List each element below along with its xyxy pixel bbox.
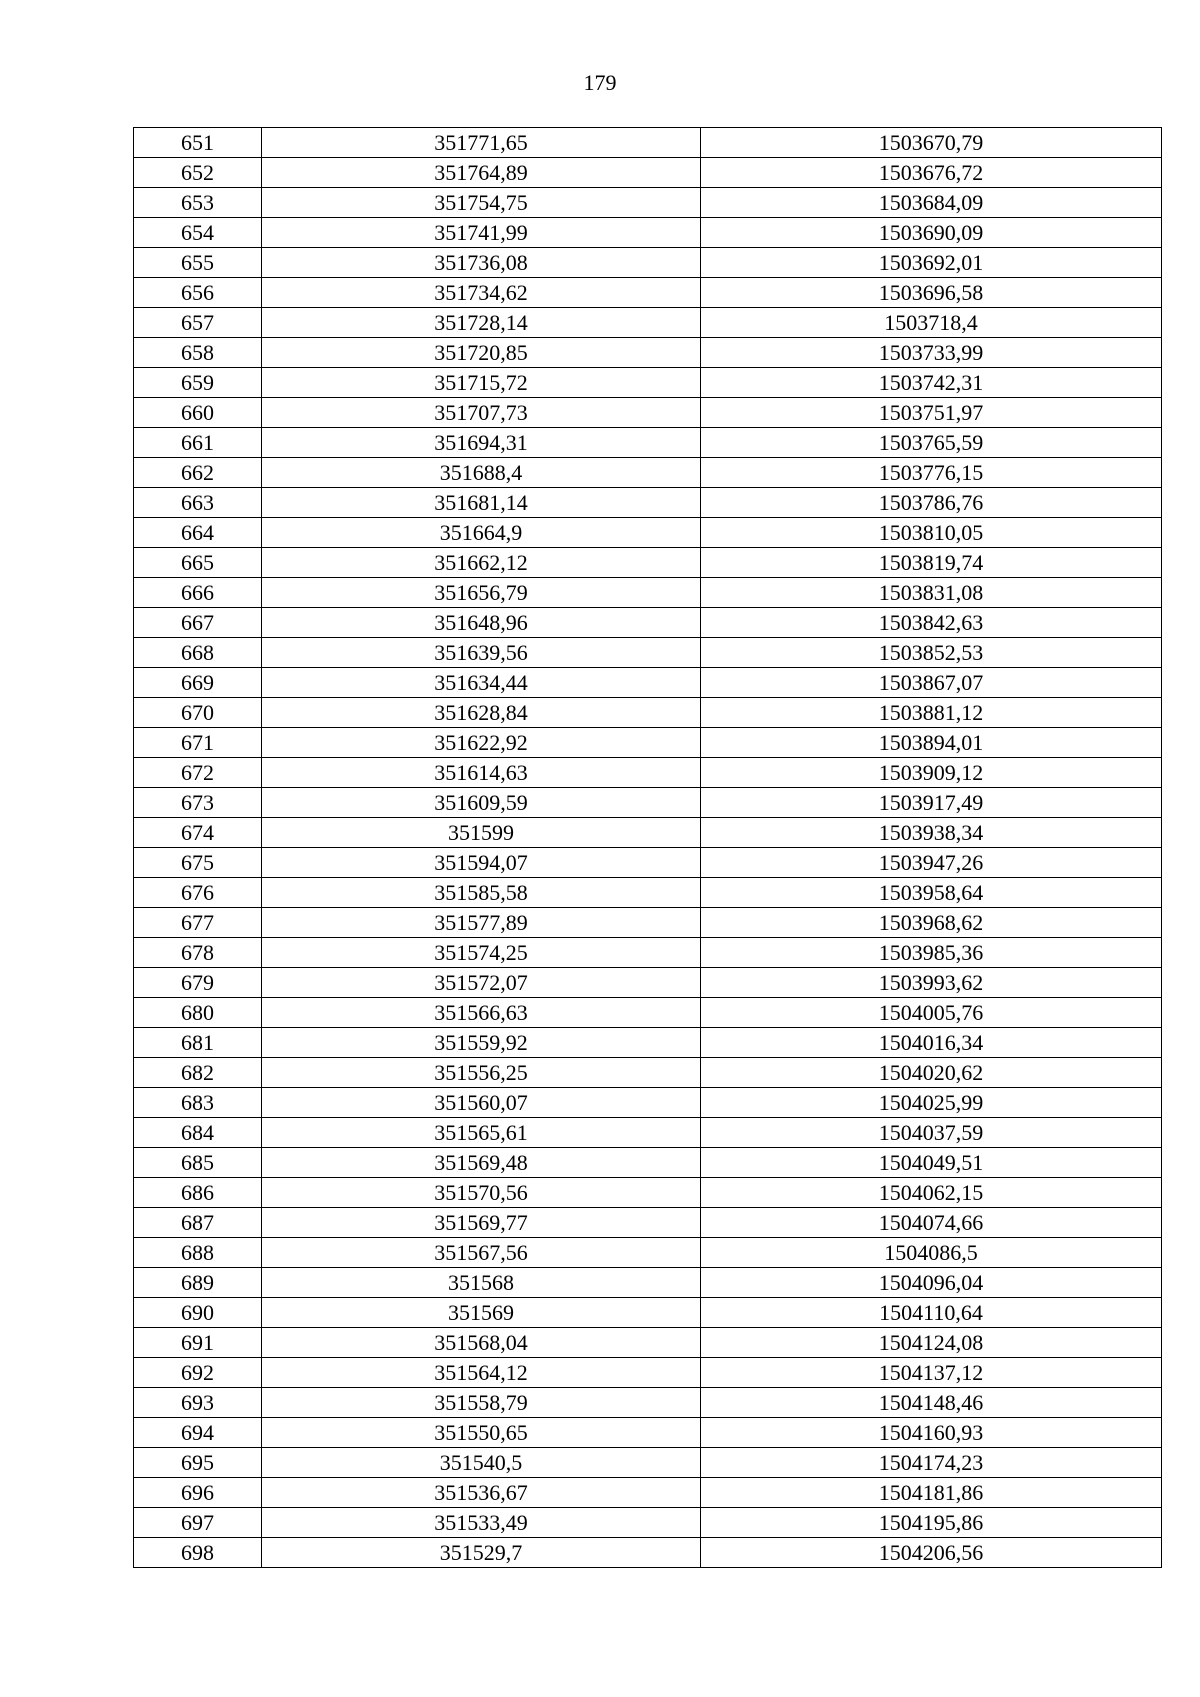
x-coordinate-cell: 351577,89 [262,908,701,938]
point-number-cell: 662 [134,458,262,488]
x-coordinate-cell: 351572,07 [262,968,701,998]
point-number-cell: 694 [134,1418,262,1448]
y-coordinate-cell: 1504016,34 [701,1028,1162,1058]
y-coordinate-cell: 1503786,76 [701,488,1162,518]
table-row [134,968,1162,998]
point-number-cell: 680 [134,998,262,1028]
point-number-cell: 664 [134,518,262,548]
x-coordinate-cell: 351736,08 [262,248,701,278]
y-coordinate-cell: 1504137,12 [701,1358,1162,1388]
x-coordinate-cell: 351728,14 [262,308,701,338]
table-row [134,548,1162,578]
point-number-cell: 689 [134,1268,262,1298]
point-number-cell: 673 [134,788,262,818]
table-row [134,1118,1162,1148]
point-number-cell: 653 [134,188,262,218]
y-coordinate-cell: 1503765,59 [701,428,1162,458]
x-coordinate-cell: 351585,58 [262,878,701,908]
y-coordinate-cell: 1504062,15 [701,1178,1162,1208]
point-number-cell: 666 [134,578,262,608]
x-coordinate-cell: 351574,25 [262,938,701,968]
point-number-cell: 656 [134,278,262,308]
point-number-cell: 668 [134,638,262,668]
x-coordinate-cell: 351568,04 [262,1328,701,1358]
point-number-cell: 675 [134,848,262,878]
y-coordinate-cell: 1504020,62 [701,1058,1162,1088]
y-coordinate-cell: 1503733,99 [701,338,1162,368]
y-coordinate-cell: 1503684,09 [701,188,1162,218]
point-number-cell: 696 [134,1478,262,1508]
x-coordinate-cell: 351559,92 [262,1028,701,1058]
table-row [134,1178,1162,1208]
point-number-cell: 671 [134,728,262,758]
point-number-cell: 676 [134,878,262,908]
y-coordinate-cell: 1503676,72 [701,158,1162,188]
table-row [134,218,1162,248]
table-row [134,278,1162,308]
y-coordinate-cell: 1504086,5 [701,1238,1162,1268]
table-row [134,998,1162,1028]
y-coordinate-cell: 1503938,34 [701,818,1162,848]
table-row [134,908,1162,938]
table-row [134,728,1162,758]
x-coordinate-cell: 351754,75 [262,188,701,218]
y-coordinate-cell: 1503696,58 [701,278,1162,308]
table-row [134,1388,1162,1418]
point-number-cell: 692 [134,1358,262,1388]
y-coordinate-cell: 1503831,08 [701,578,1162,608]
point-number-cell: 652 [134,158,262,188]
y-coordinate-cell: 1503842,63 [701,608,1162,638]
x-coordinate-cell: 351556,25 [262,1058,701,1088]
point-number-cell: 691 [134,1328,262,1358]
table-row [134,668,1162,698]
table-row [134,578,1162,608]
table-row [134,128,1162,158]
table-row [134,698,1162,728]
coordinates-table [133,127,1162,1568]
point-number-cell: 698 [134,1538,262,1568]
y-coordinate-cell: 1503670,79 [701,128,1162,158]
x-coordinate-cell: 351566,63 [262,998,701,1028]
point-number-cell: 657 [134,308,262,338]
table-row [134,1208,1162,1238]
table-row [134,458,1162,488]
y-coordinate-cell: 1503917,49 [701,788,1162,818]
x-coordinate-cell: 351565,61 [262,1118,701,1148]
x-coordinate-cell: 351681,14 [262,488,701,518]
y-coordinate-cell: 1503894,01 [701,728,1162,758]
point-number-cell: 683 [134,1088,262,1118]
y-coordinate-cell: 1504148,46 [701,1388,1162,1418]
y-coordinate-cell: 1503852,53 [701,638,1162,668]
y-coordinate-cell: 1503692,01 [701,248,1162,278]
x-coordinate-cell: 351540,5 [262,1448,701,1478]
x-coordinate-cell: 351569 [262,1298,701,1328]
table-row [134,518,1162,548]
y-coordinate-cell: 1504110,64 [701,1298,1162,1328]
y-coordinate-cell: 1503810,05 [701,518,1162,548]
y-coordinate-cell: 1504096,04 [701,1268,1162,1298]
x-coordinate-cell: 351720,85 [262,338,701,368]
y-coordinate-cell: 1504025,99 [701,1088,1162,1118]
table-row [134,1028,1162,1058]
table-row [134,158,1162,188]
x-coordinate-cell: 351664,9 [262,518,701,548]
table-row [134,338,1162,368]
x-coordinate-cell: 351569,77 [262,1208,701,1238]
table-row [134,1538,1162,1568]
y-coordinate-cell: 1503881,12 [701,698,1162,728]
coordinates-table-body [134,128,1162,1568]
table-row [134,1478,1162,1508]
table-row [134,488,1162,518]
point-number-cell: 678 [134,938,262,968]
table-row [134,848,1162,878]
y-coordinate-cell: 1504181,86 [701,1478,1162,1508]
x-coordinate-cell: 351536,67 [262,1478,701,1508]
x-coordinate-cell: 351628,84 [262,698,701,728]
x-coordinate-cell: 351614,63 [262,758,701,788]
point-number-cell: 679 [134,968,262,998]
point-number-cell: 658 [134,338,262,368]
x-coordinate-cell: 351558,79 [262,1388,701,1418]
y-coordinate-cell: 1503819,74 [701,548,1162,578]
table-row [134,1298,1162,1328]
point-number-cell: 661 [134,428,262,458]
table-row [134,1058,1162,1088]
point-number-cell: 663 [134,488,262,518]
point-number-cell: 660 [134,398,262,428]
x-coordinate-cell: 351634,44 [262,668,701,698]
x-coordinate-cell: 351567,56 [262,1238,701,1268]
point-number-cell: 695 [134,1448,262,1478]
table-row [134,758,1162,788]
point-number-cell: 681 [134,1028,262,1058]
y-coordinate-cell: 1503867,07 [701,668,1162,698]
x-coordinate-cell: 351564,12 [262,1358,701,1388]
table-row [134,818,1162,848]
x-coordinate-cell: 351771,65 [262,128,701,158]
point-number-cell: 687 [134,1208,262,1238]
point-number-cell: 667 [134,608,262,638]
point-number-cell: 659 [134,368,262,398]
table-row [134,788,1162,818]
y-coordinate-cell: 1503718,4 [701,308,1162,338]
y-coordinate-cell: 1503751,97 [701,398,1162,428]
y-coordinate-cell: 1504049,51 [701,1148,1162,1178]
y-coordinate-cell: 1503776,15 [701,458,1162,488]
page-number: 179 [583,70,617,95]
table-row [134,1448,1162,1478]
y-coordinate-cell: 1504160,93 [701,1418,1162,1448]
table-row [134,938,1162,968]
table-row [134,248,1162,278]
table-row [134,308,1162,338]
table-row [134,1238,1162,1268]
y-coordinate-cell: 1503958,64 [701,878,1162,908]
point-number-cell: 688 [134,1238,262,1268]
x-coordinate-cell: 351560,07 [262,1088,701,1118]
point-number-cell: 669 [134,668,262,698]
x-coordinate-cell: 351570,56 [262,1178,701,1208]
y-coordinate-cell: 1503985,36 [701,938,1162,968]
y-coordinate-cell: 1504124,08 [701,1328,1162,1358]
point-number-cell: 684 [134,1118,262,1148]
table-row [134,1268,1162,1298]
y-coordinate-cell: 1504005,76 [701,998,1162,1028]
y-coordinate-cell: 1504206,56 [701,1538,1162,1568]
point-number-cell: 677 [134,908,262,938]
x-coordinate-cell: 351622,92 [262,728,701,758]
point-number-cell: 690 [134,1298,262,1328]
x-coordinate-cell: 351529,7 [262,1538,701,1568]
table-row [134,1358,1162,1388]
y-coordinate-cell: 1503690,09 [701,218,1162,248]
table-row [134,398,1162,428]
table-row [134,1418,1162,1448]
point-number-cell: 655 [134,248,262,278]
x-coordinate-cell: 351764,89 [262,158,701,188]
x-coordinate-cell: 351656,79 [262,578,701,608]
point-number-cell: 672 [134,758,262,788]
x-coordinate-cell: 351533,49 [262,1508,701,1538]
point-number-cell: 693 [134,1388,262,1418]
x-coordinate-cell: 351688,4 [262,458,701,488]
y-coordinate-cell: 1504037,59 [701,1118,1162,1148]
table-row [134,428,1162,458]
x-coordinate-cell: 351609,59 [262,788,701,818]
x-coordinate-cell: 351568 [262,1268,701,1298]
x-coordinate-cell: 351550,65 [262,1418,701,1448]
table-row [134,368,1162,398]
x-coordinate-cell: 351662,12 [262,548,701,578]
point-number-cell: 685 [134,1148,262,1178]
table-row [134,1508,1162,1538]
x-coordinate-cell: 351599 [262,818,701,848]
x-coordinate-cell: 351569,48 [262,1148,701,1178]
table-row [134,608,1162,638]
y-coordinate-cell: 1504074,66 [701,1208,1162,1238]
y-coordinate-cell: 1504195,86 [701,1508,1162,1538]
x-coordinate-cell: 351694,31 [262,428,701,458]
table-row [134,1148,1162,1178]
x-coordinate-cell: 351707,73 [262,398,701,428]
x-coordinate-cell: 351639,56 [262,638,701,668]
point-number-cell: 651 [134,128,262,158]
y-coordinate-cell: 1503968,62 [701,908,1162,938]
y-coordinate-cell: 1503993,62 [701,968,1162,998]
x-coordinate-cell: 351594,07 [262,848,701,878]
y-coordinate-cell: 1503742,31 [701,368,1162,398]
table-row [134,878,1162,908]
table-row [134,638,1162,668]
table-row [134,1088,1162,1118]
table-row [134,1328,1162,1358]
point-number-cell: 674 [134,818,262,848]
x-coordinate-cell: 351648,96 [262,608,701,638]
point-number-cell: 682 [134,1058,262,1088]
point-number-cell: 697 [134,1508,262,1538]
x-coordinate-cell: 351715,72 [262,368,701,398]
point-number-cell: 665 [134,548,262,578]
table-row [134,188,1162,218]
x-coordinate-cell: 351741,99 [262,218,701,248]
point-number-cell: 654 [134,218,262,248]
y-coordinate-cell: 1503947,26 [701,848,1162,878]
x-coordinate-cell: 351734,62 [262,278,701,308]
y-coordinate-cell: 1504174,23 [701,1448,1162,1478]
point-number-cell: 686 [134,1178,262,1208]
y-coordinate-cell: 1503909,12 [701,758,1162,788]
point-number-cell: 670 [134,698,262,728]
